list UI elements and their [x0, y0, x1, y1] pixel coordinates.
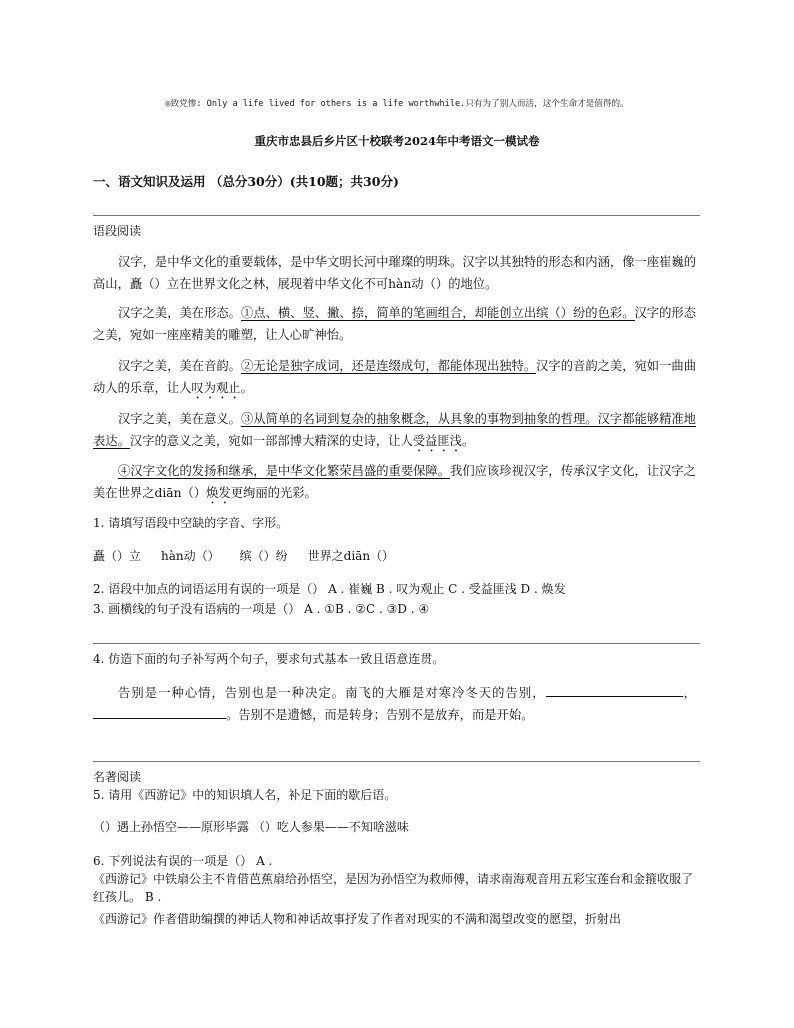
question-5: 5. 请用《西游记》中的知识填人名，补足下面的歇后语。: [93, 788, 397, 802]
dotted-word: 焕发: [206, 486, 231, 500]
classics-label: 名著阅读: [93, 770, 142, 784]
question-4: 4. 仿造下面的句子补写两个句子，要求句式基本一致且语意连贯。: [93, 652, 445, 666]
question-6: 6. 下列说法有误的一项是（） A .: [93, 854, 273, 868]
underlined-sentence-4: ④汉字文化的发扬和继承，是中华文化繁荣昌盛的重要保障。: [118, 464, 451, 478]
passage-paragraph-3: 汉字之美，美在音韵。②无论是独字成词，还是连缀成句，都能体现出独特。汉字的音韵之美，宛如一曲曲动人的乐章，让人叹为观止。: [93, 359, 696, 395]
question-1: 1. 请填写语段中空缺的字音、字形。: [93, 516, 289, 530]
question-3: 3. 画横线的句子没有语病的一项是（） A . ①B . ②C . ③D . ④: [93, 602, 430, 616]
exam-title: 重庆市忠县后乡片区十校联考2024年中考语文一模试卷: [254, 134, 540, 148]
blank-item[interactable]: 世界之diān（）: [307, 549, 395, 563]
underlined-sentence-3: ③从简单的名词到复杂的抽象概念，从具象的事物到抽象的哲理。汉字都能够精准地表达。: [93, 412, 696, 448]
question-6-option-a: 《西游记》中铁扇公主不肯借芭蕉扇给孙悟空，是因为孙悟空为救师傅，请求南海观音用五彩宝莲台和金箍收服了红孩儿。 B .: [93, 872, 694, 904]
divider: [93, 215, 700, 216]
underlined-sentence-2: ②无论是独字成词，还是连缀成句，都能体现出独特。: [240, 359, 537, 373]
blank-item[interactable]: 缤（）纷: [239, 549, 288, 563]
passage-paragraph-2: 汉字之美，美在形态。①点、横、竖、撇、捺，简单的笔画组合，却能创立出缤（）纷的色彩。汉字的形态之美，宛如一座座精美的雕塑，让人心旷神怡。: [93, 306, 696, 342]
question-4-prompt: 告别是一种心情，告别也是一种决定。南飞的大雁是对寒冷冬天的告别， ，。告别不是遗憾，而是转身；告别不是放弃，而是开始。: [93, 682, 696, 726]
passage-paragraph-1: 汉字，是中华文化的重要载体，是中华文明长河中璀璨的明珠。汉字以其独特的形态和内涵，像一座崔巍的高山，矗（）立在世界文化之林，展现着中华文化不可hàn动（）的地位。: [93, 255, 696, 291]
passage-paragraph-5: ④汉字文化的发扬和继承，是中华文化繁荣昌盛的重要保障。我们应该珍视汉字，传承汉字文化，让汉字之美在世界之diān（）焕发更绚丽的光彩。: [93, 464, 696, 500]
dotted-word: 叹为观止: [191, 381, 241, 395]
divider: [93, 643, 700, 644]
answer-blank-2[interactable]: [93, 706, 226, 719]
question-1-blanks: [93, 547, 700, 565]
passage-paragraph-4: 汉字之美，美在意义。③从简单的名词到复杂的抽象概念，从具象的事物到抽象的哲理。汉字都能够精准地表达。汉字的意义之美，宛如一部部博大精深的史诗，让人受益匪浅。: [93, 412, 696, 448]
motto-line: ◎致党惨: Only a life lived for others is a life worthwhile.只有为了别人而活，这个生命才是值得的。: [165, 99, 629, 109]
passage-label: 语段阅读: [93, 224, 142, 238]
answer-blank-1[interactable]: [546, 684, 683, 697]
question-6-option-b: 《西游记》作者借助编撰的神话人物和神话故事抒发了作者对现实的不满和渴望改变的愿望，折射出: [93, 912, 622, 926]
question-5-line: （）遇上孙悟空——原形毕露 （）吃人参果——不知啥滋味: [93, 820, 409, 834]
divider: [93, 761, 700, 762]
dotted-word: 受益匪浅: [412, 434, 462, 448]
underlined-sentence-1: ①点、横、竖、撇、捺，简单的笔画组合，却能创立出缤（）纷的色彩。: [240, 306, 635, 320]
section-heading: 一、语文知识及运用 （总分30分）(共10题；共30分): [93, 174, 399, 189]
question-2: 2. 语段中加点的词语运用有误的一项是（） A . 崔巍 B . 叹为观止 C . 受益匪浅 D . 焕发: [93, 582, 566, 596]
blank-item[interactable]: 矗（）立: [93, 549, 142, 563]
blank-item[interactable]: hàn动（）: [161, 549, 220, 563]
